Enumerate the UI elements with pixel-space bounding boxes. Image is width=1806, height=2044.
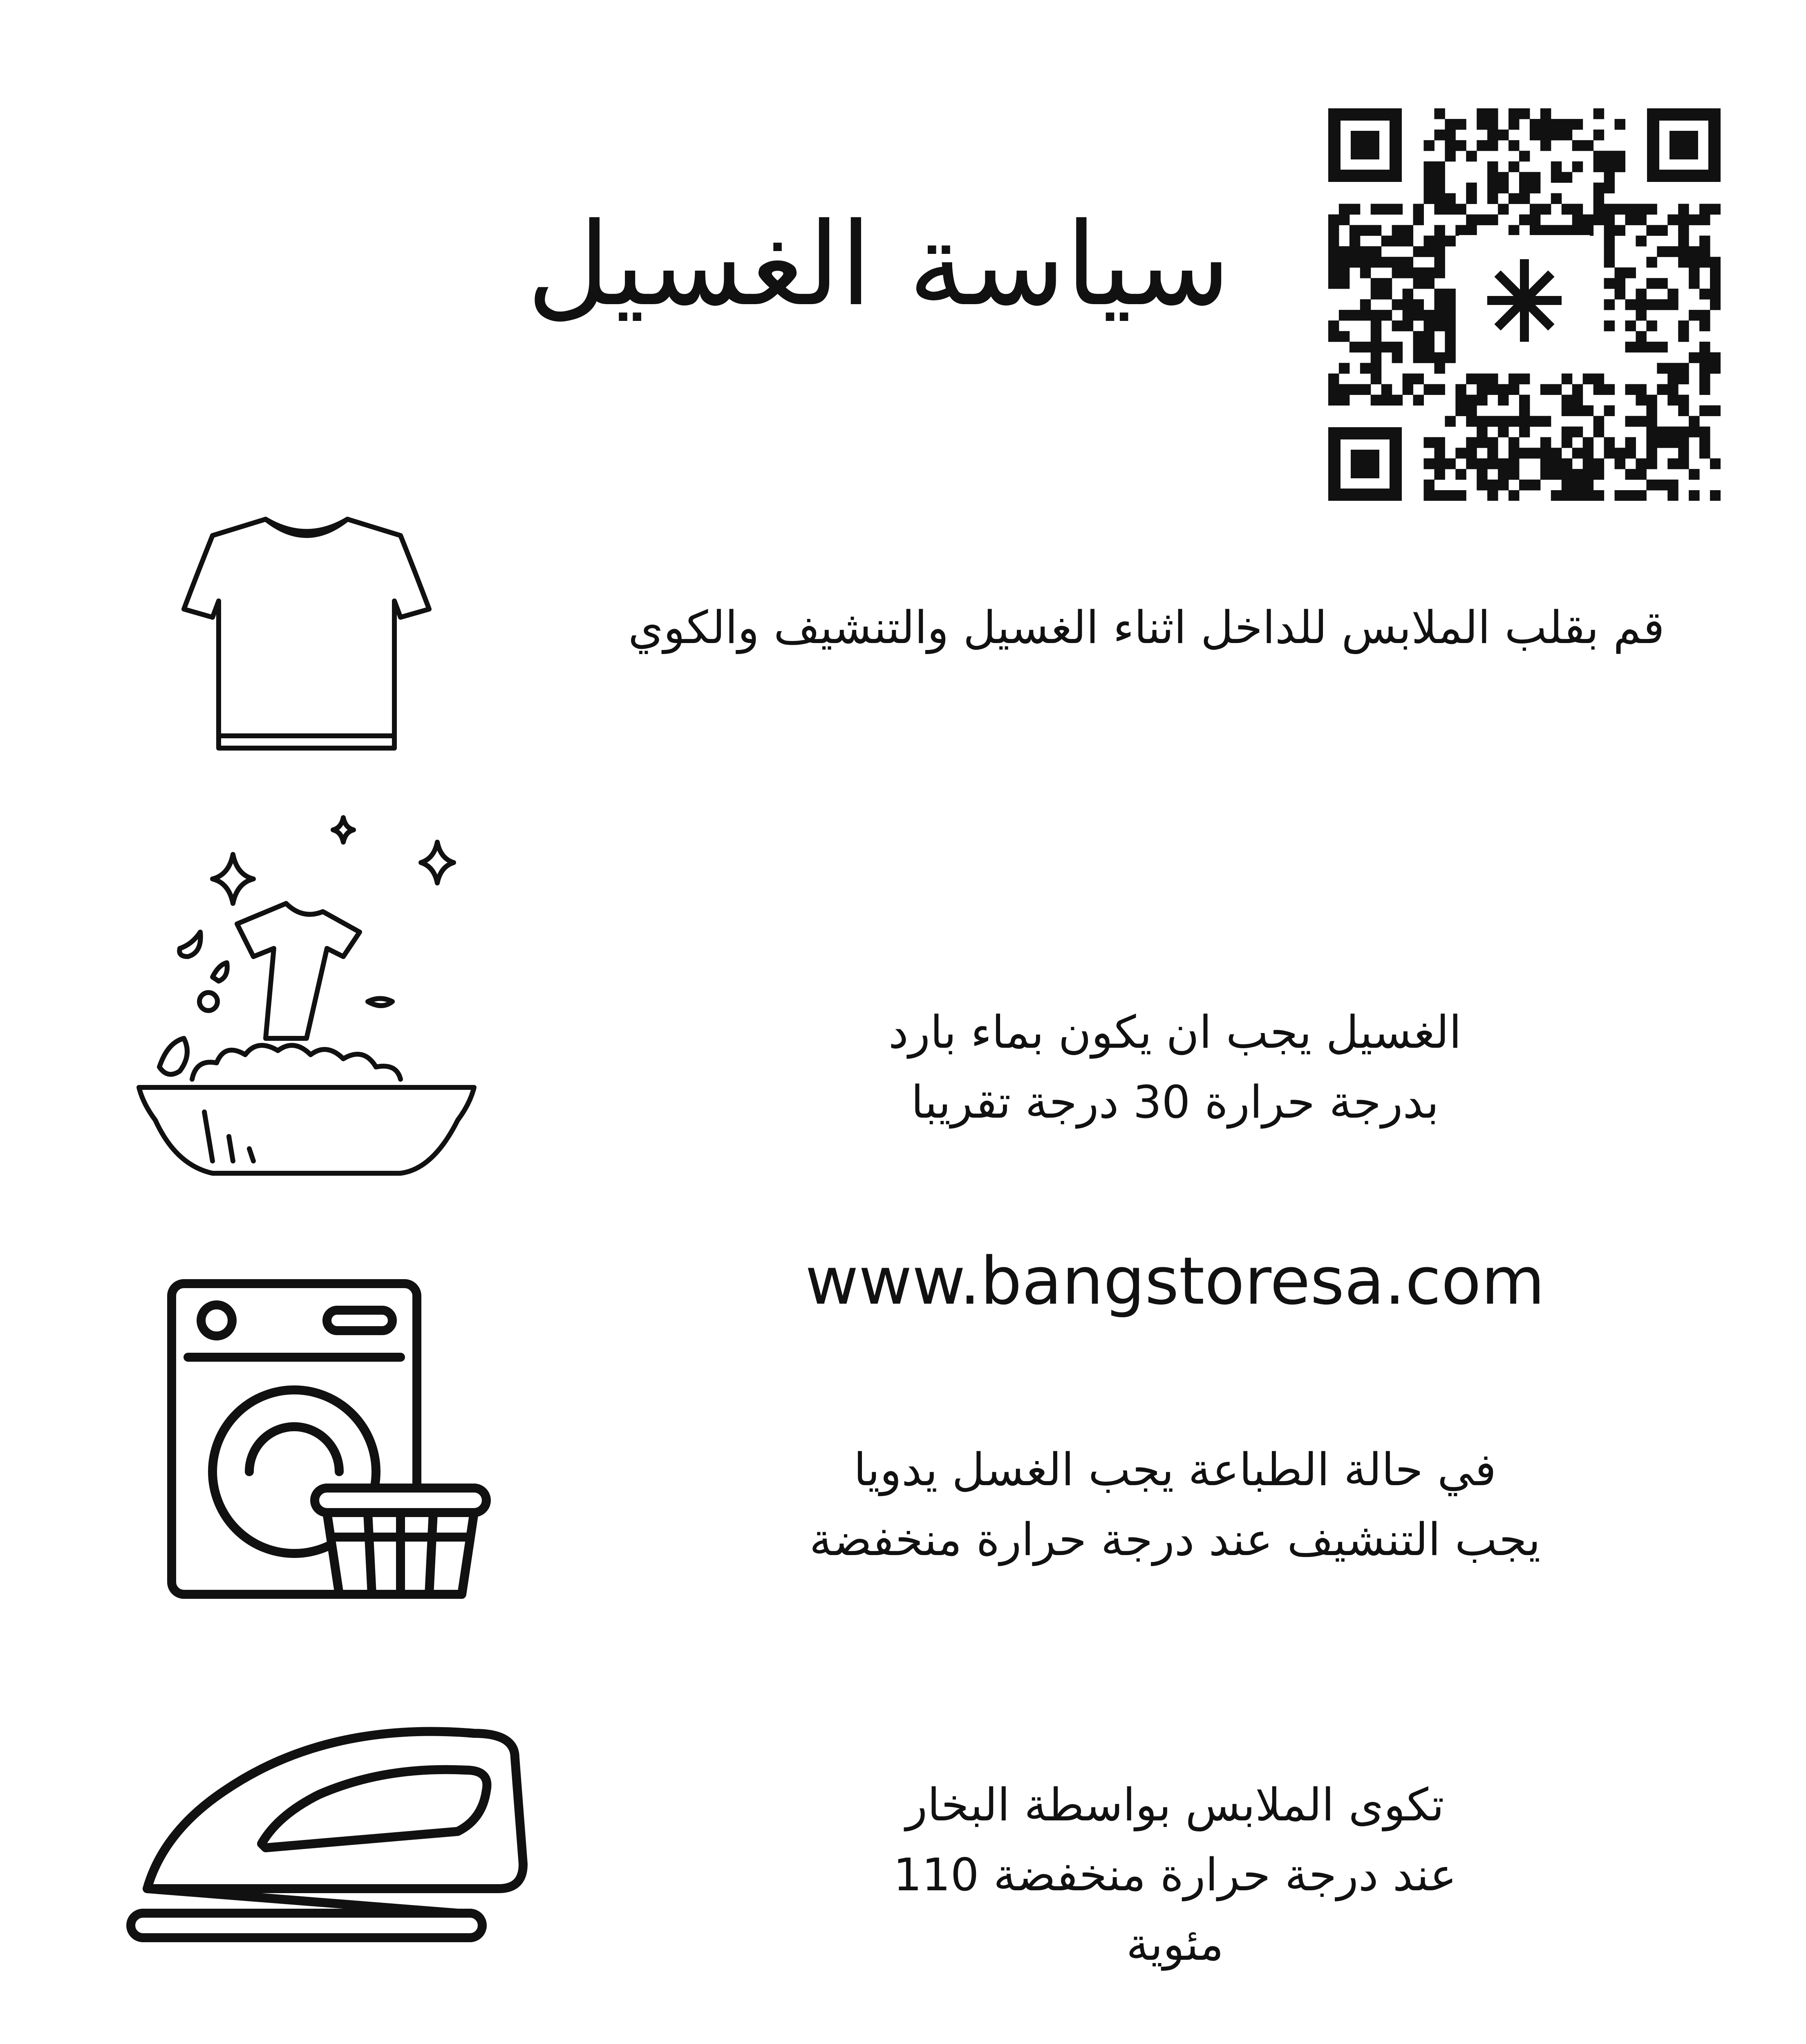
hand-wash-basin-icon	[131, 809, 490, 1190]
instruction-line: الغسيل يجب ان يكون بماء بارد	[888, 1006, 1462, 1058]
instruction-text-2	[777, 997, 1573, 1137]
instruction-line: بدرجة حرارة 30 درجة تقريبا	[911, 1076, 1439, 1128]
page-title: سياسة الغسيل	[526, 198, 1231, 332]
instruction-line: مئوية	[1126, 1918, 1224, 1970]
instruction-line: قم بقلب الملابس للداخل اثناء الغسيل والتنشيف والكوي	[628, 601, 1665, 654]
instruction-line: تكوى الملابس بواسطة البخار	[906, 1779, 1444, 1831]
instruction-line: عند درجة حرارة منخفضة 110	[893, 1848, 1457, 1901]
qr-code-icon	[1328, 108, 1721, 501]
iron-icon	[123, 1709, 531, 1954]
instruction-text-4	[797, 1770, 1553, 1979]
tshirt-icon	[172, 507, 441, 760]
instruction-line: في حالة الطباعة يجب الغسل يدويا	[853, 1443, 1497, 1496]
instruction-text-1	[523, 593, 1770, 663]
instruction-line: يجب التنشيف عند درجة حرارة منخفضة	[809, 1513, 1541, 1566]
instruction-text-3	[695, 1435, 1655, 1574]
washing-machine-icon	[163, 1275, 499, 1611]
website-url: www.bangstoresa.com	[805, 1243, 1545, 1319]
asterisk-logo-icon	[1492, 264, 1557, 337]
